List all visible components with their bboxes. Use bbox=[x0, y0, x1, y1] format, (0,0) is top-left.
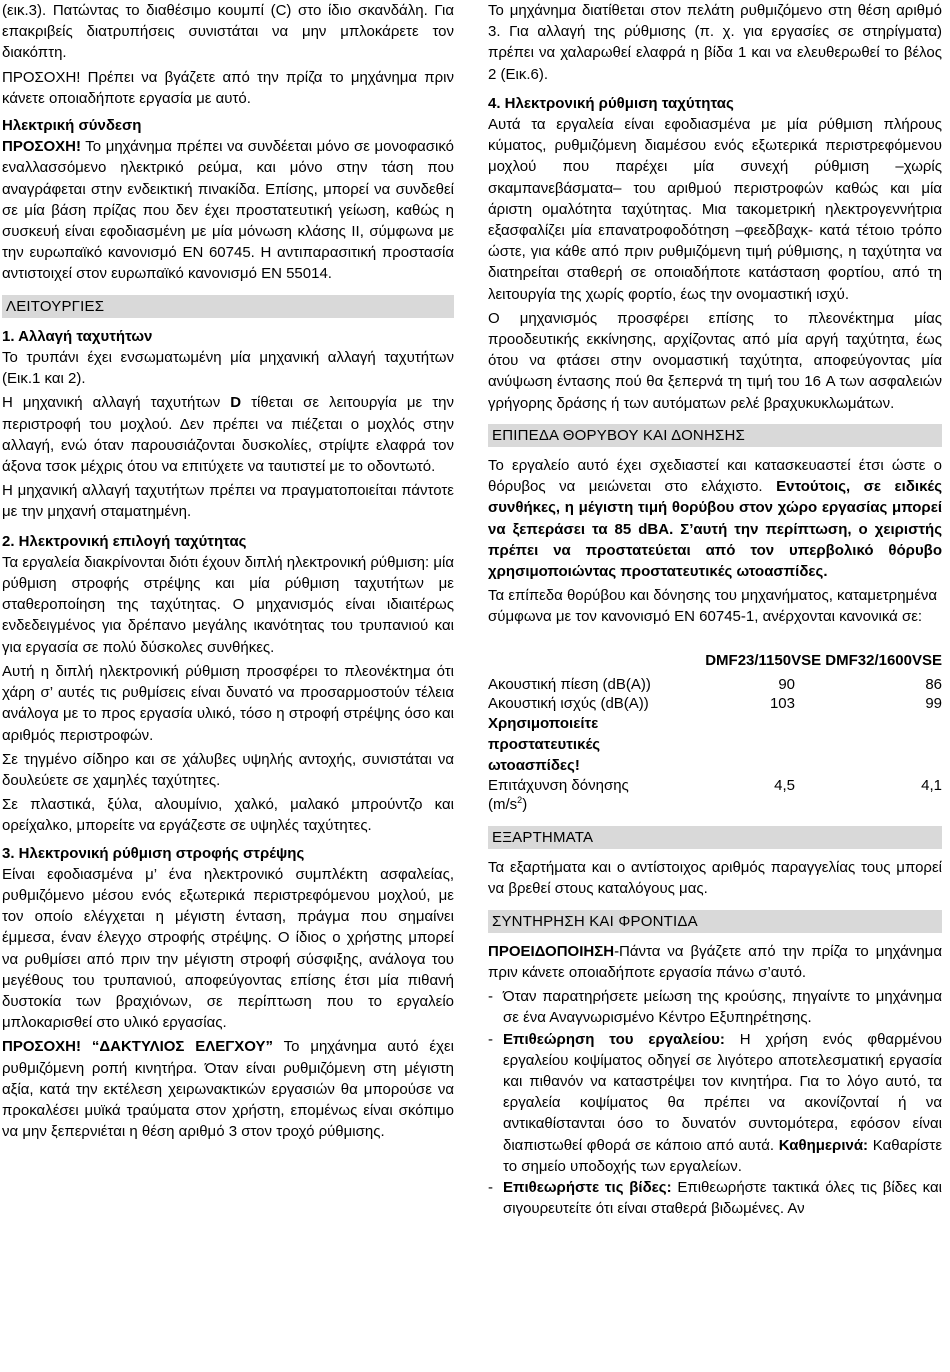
table-row-warning: Χρησιμοποιείτε προστατευτικές ωτοασπίδες! bbox=[488, 714, 601, 774]
paragraph-electrical: ΠΡΟΣΟΧΗ! Το μηχάνημα πρέπει να συνδέεται μόνο σε μονοφασικό εναλλασσόμενο ηλεκτρικό ρεύμα, και μόνο στην τάση που αναγράφεται στην ενδεικτική πινακίδα. Επίσης, μπορεί να συνδεθεί σε μία βάση πρίζας που δεν έχει προστατευτική γείωση, καθώς η συσκευή είναι εφοδιασμένη με μία μόνωση κλάσης ΙΙ, σύμφωνα με την ευρωπαϊκό κανονισμό EN 60745. Η αντιπαρασιτική προστασία αντιστοιχεί στον ευρωπαϊκό κανονισμό EN 55014. bbox=[2, 138, 454, 283]
paragraph-noise: Το εργαλείο αυτό έχει σχεδιαστεί και κατασκευαστεί έτσι ώστε ο θόρυβος να μειώνεται στο ελάχιστο. Εντούτοις, σε ειδικές συνθήκες, η μέγιστη τιμή θορύβου στον χώρο εργασίας μπορεί να ξεπεράσει τα 85 dBA. Σ’αυτή την περίπτωση, ο χειριστής πρέπει να προστατεύεται από τον υπερβολικό θόρυβο χρησιμοποιώντας προστατευτικές ωτοασπίδες. bbox=[488, 457, 942, 581]
warning-label: ΠΡΟΣΟΧΗ! bbox=[2, 68, 81, 86]
paragraph-speed-3: Σε τηγμένο σίδηρο και σε χάλυβες υψηλής αντοχής, συνιστάται να δουλεύετε σε χαμηλές ταχύτητες. bbox=[2, 750, 454, 789]
spec-table-header: DMF23/1150VSE DMF32/1600VSE bbox=[705, 651, 942, 669]
paragraph-maintenance-warning: ΠΡΟΕΙΔΟΠΟΙΗΣΗ-Πάντα να βγάζετε από την πρίζα το μηχάνημα πριν κάνετε οποιαδήποτε εργασία πάνω σ’αυτό. bbox=[488, 942, 942, 981]
heading-speed-selection: 2. Ηλεκτρονική επιλογή ταχύτητας bbox=[2, 532, 247, 550]
paragraph-speed-1: Τα εργαλεία διακρίνονται διότι έχουν διπλή ηλεκτρονική ρύθμιση: μία ρύθμιση στροφής στρέψης και μία ρύθμιση ταχυτήτων με σταθεροποίηση της ταχύτητας. Ο μηχανισμός είναι ιδιαιτέρως ενδεδειγμένος για δρέπανο μεγάλης ικανότητας του τρυπανιού και για εργασία σε πολύ δύσκολες συνθήκες. bbox=[2, 553, 455, 656]
list-item: - Επιθεωρήστε τις βίδες: Επιθεωρήστε τακτικά όλες τις βίδες και σιγουρευτείτε ότι είναι σταθερά βιδωμένες. Αν bbox=[488, 1178, 942, 1218]
list-item: - Όταν παρατηρήσετε μείωση της κρούσης, πηγαίντε το μηχάνημα σε ένα Αναγνωρισμένο Κέντρο Εξυπηρέτησης. bbox=[488, 988, 942, 1027]
paragraph-gear-1: Το τρυπάνι έχει ενσωματωμένη μία μηχανική αλλαγή ταχυτήτων (Εικ.1 και 2). bbox=[2, 349, 454, 388]
section-noise-vibration: ΕΠΙΠΕΔΑ ΘΟΡΥΒΟΥ ΚΑΙ ΔΟΝΗΣΗΣ bbox=[488, 424, 942, 447]
section-functions: ΛΕΙΤΟΥΡΓΙΕΣ bbox=[2, 295, 454, 318]
warning-label: ΠΡΟΣΟΧΗ! “ΔΑΚΤΥΛΙΟΣ ΕΛΕΓΧΟΥ” bbox=[2, 1038, 274, 1056]
paragraph-noise-levels: Τα επίπεδα θορύβου και δόνησης του μηχανήματος, καταμετρημένα σύμφωνα με τον κανονισμό EN 60745-1, ανέρχονται κανονικά σε: bbox=[488, 587, 938, 626]
warning-label: ΠΡΟΕΙΔΟΠΟΙΗΣΗ bbox=[488, 942, 615, 960]
paragraph-gear-2: Η μηχανική αλλαγή ταχυτήτων D τίθεται σε λειτουργία με την περιστροφή του μοχλού. Δεν πρέπει να πιέζεται ο μοχλός στην αλλαγή, ενώ όταν παρουσιάζονται δυσκολίες, στρίψτε ελαφρά τον άξονα τσοκ μέχρις ότου να επιτύχετε να ταυτιστεί με το οδοντωτό. bbox=[2, 394, 454, 476]
section-accessories: ΕΞΑΡΤΗΜΑΤΑ bbox=[488, 826, 942, 849]
spec-table bbox=[488, 650, 942, 814]
paragraph-torque: Είναι εφοδιασμένα μ’ ένα ηλεκτρονικό συμπλέκτη ασφαλείας, ρυθμιζόμενο μέσου ενός εξωτερικά περιστρεφόμενου μοχλού, με τον οποίο ελέγχεται η μέγιστη ένταση, πράγμα που σημαίνει έμμεσα, έναν έλεγχο στροφής στρέψης. Ο ίδιος ο χρήστης μπορεί να ρυθμίσει από πριν την μέγιστη στροφή σύσφιξης, ανάλογα του μεγέθους του τρυπανιού, αποφεύγοντας επίσης έτσι μία πιθανή δυστοκία των βραχιόνων, σε περίπτωση που το εργαλείο μπλοκαρισθεί στο υλικό εργασίας. bbox=[2, 865, 454, 1032]
heading-gear-change: 1. Αλλαγή ταχυτήτων bbox=[2, 327, 153, 345]
paragraph-speed-4: Σε πλαστικά, ξύλα, αλουμίνιο, χαλκό, μαλακό μπρούντζο και ορείχαλκο, μπορείτε να εργάζεστε σε υψηλές ταχύτητες. bbox=[2, 796, 454, 835]
paragraph-regulation-1: Αυτά τα εργαλεία είναι εφοδιασμένα με μία ρύθμιση πλήρους κύματος, ρυθμιζόμενη διαμέσου ενός εξωτερικά περιστρεφόμενου μοχλού που παρέχει μία συνεχή ρύθμιση –χωρίς σκαμπανεβάσματα– του αριθμού περιστροφών καθώς και μία άριστη ομαλότητα ταχύτητας. Μια τακομετρική ηλεκτρογεννήτρια εξασφαλίζει μία επανατροφοδότηση –φεεδβαχκ- κατά τέτοιο τρόπο ώστε, για κάθε από πριν ρυθμιζόμενη τιμή ρύθμισης, η ταχύτητα να διατηρείται σταθερή σε οποιαδήποτε κατάσταση φορτίου, από τη λειτουργία της χωρίς φορτίο, έως την ονομαστική ισχύ. bbox=[488, 116, 942, 303]
paragraph-unplug-warning: ΠΡΟΣΟΧΗ! Πρέπει να βγάζετε από την πρίζα το μηχάνημα πριν κάνετε οποιαδήποτε εργασία με αυτό. bbox=[2, 68, 454, 107]
right-column bbox=[488, 0, 942, 1219]
warning-label: ΠΡΟΣΟΧΗ! bbox=[2, 138, 82, 156]
section-maintenance: ΣΥΝΤΗΡΗΣΗ ΚΑΙ ΦΡΟΝΤΙΔΑ bbox=[488, 910, 942, 933]
paragraph-speed-2: Αυτή η διπλή ηλεκτρονική ρύθμιση προσφέρει το πλεονέκτημα ότι χάρη σ’ αυτές τις ρυθμίσεις είναι δυνατό να προσαρμοστούν τέλεια ανάλογα με το προς εργασία υλικό, τόσο η στροφή στρέψης όσο και αριθμός περιστροφών. bbox=[2, 662, 454, 744]
table-row: Ακουστική πίεση (dB(A)) 90 86 bbox=[488, 675, 942, 693]
table-row: Ακουστική ισχύς (dB(A)) 103 99 bbox=[488, 694, 942, 712]
table-row: Επιτάχυνση δόνησης $(m/s^2)$ 4,5 4,1 bbox=[488, 776, 942, 813]
paragraph-intro: (εικ.3). Πατώντας το διαθέσιμο κουμπί (C) στο ίδιο σκανδάλη. Για επακριβείς διατρυπήσεις συνιστάται να μην μπλοκάρετε τον διακόπτη. bbox=[2, 2, 454, 62]
paragraph-accessories: Τα εξαρτήματα και ο αντίστοιχος αριθμός παραγγελίας τους μπορεί να βρεθεί στους καταλόγους μας. bbox=[488, 859, 942, 898]
heading-torque: 3. Ηλεκτρονική ρύθμιση στροφής στρέψης bbox=[2, 844, 305, 862]
heading-electrical-connection: Ηλεκτρική σύνδεση bbox=[2, 117, 142, 135]
paragraph-setting: Το μηχάνημα διατίθεται στον πελάτη ρυθμιζόμενο στη θέση αριθμό 3. Για αλλαγή της ρύθμισης (π. χ. για εργασίες σε στηρίγματα) πρέπει να χαλαρωθεί ελαφρά η βίδα 1 και να ελευθερωθεί το βέλος 2 (Εικ.6). bbox=[488, 2, 942, 83]
paragraph-gear-3: Η μηχανική αλλαγή ταχυτήτων πρέπει να πραγματοποιείται πάντοτε με την μηχανή σταματημένη. bbox=[2, 482, 454, 521]
heading-speed-regulation: 4. Ηλεκτρονική ρύθμιση ταχύτητας bbox=[488, 94, 734, 112]
paragraph-control-ring: ΠΡΟΣΟΧΗ! “ΔΑΚΤΥΛΙΟΣ ΕΛΕΓΧΟΥ” Το μηχάνημα αυτό έχει ρυθμιζόμενη ροπή κινητήρα. Όταν είναι ρυθμιζόμενη στη μέγιστη αξία, κατά την εκτέλεση χειρωνακτικών εργασιών θα μπορούσε να προκαλέσει μυϊκά τραύματα στον χρήστη, επομένως είναι σκόπιμο να μην ξεπερνιέται η θέση αριθμό 3 στον τροχό ρύθμισης. bbox=[2, 1038, 454, 1141]
list-item: - Επιθεώρηση του εργαλείου: Η χρήση ενός φθαρμένου εργαλείου κοψίματος οδηγεί σε λιγότερο αποτελεσματική εργασία και πιθανόν να καταστρέψει τον κινητήρα. Για το λόγο αυτό, τα εργαλεία κοψίματος θα πρέπει να ακονίζονταί ή να αντικαθίστανται όσο το δυνατόν συντομότερα, εφόσον είναι διαπιστωθεί φθορά σε κάποιο από αυτά. Καθημερινά: Καθαρίστε το σημείο υποδοχής των εργαλείων. bbox=[488, 1030, 943, 1175]
left-column bbox=[2, 0, 454, 1145]
paragraph-regulation-2: Ο μηχανισμός προσφέρει επίσης το πλεονέκτημα μίας προοδευτικής εκκίνησης, αρχίζοντας από μία αργή ταχύτητα, έως ότου να φτάσει στην ονομαστική ταχύτητα, αποφεύγοντας μία ανύψωση έντασης πού θα ξεπερνά τη τιμή του 16 A των ασφαλειών γρήγορης δράσης ή των αυτόματων ρελέ βραχυκυκλωμάτων. bbox=[488, 309, 942, 412]
